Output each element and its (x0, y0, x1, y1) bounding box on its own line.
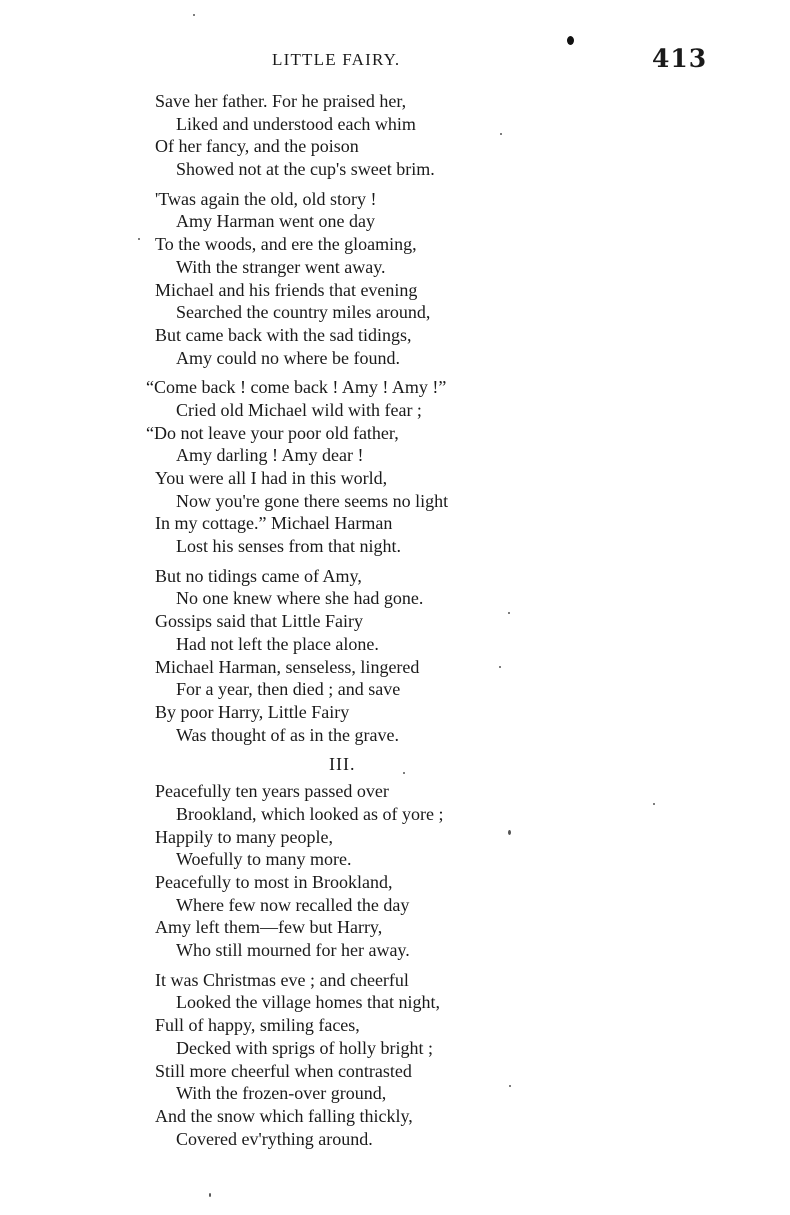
scan-speck (500, 133, 502, 135)
verse-line: Who still mourned for her away. (176, 940, 410, 961)
verse-line: With the stranger went away. (176, 256, 386, 277)
stanza-6 (155, 969, 715, 1151)
verse-line: “Do not leave your poor old father, (146, 422, 399, 443)
verse-line: Covered ev'rything around. (176, 1128, 373, 1149)
scan-speck (508, 830, 511, 835)
verse-line: With the frozen-over ground, (176, 1083, 387, 1104)
verse-line: Looked the village homes that night, (176, 992, 440, 1013)
verse-line: Michael Harman, senseless, lingered (155, 656, 420, 677)
verse-line: Woefully to many more. (176, 849, 352, 870)
scan-speck (403, 772, 405, 774)
verse-line: Was thought of as in the grave. (176, 724, 399, 745)
stanza-4 (155, 565, 715, 747)
verse-line: Full of happy, smiling faces, (155, 1015, 360, 1036)
scan-speck (193, 14, 195, 16)
verse-line: “Come back ! come back ! Amy ! Amy !” (146, 377, 447, 398)
verse-line: It was Christmas eve ; and cheerful (155, 969, 409, 990)
verse-line: For a year, then died ; and save (176, 679, 401, 700)
verse-line: Save her father. For he praised her, (155, 91, 407, 111)
verse-line: In my cottage.” Michael Harman (155, 513, 393, 534)
verse-line: To the woods, and ere the gloaming, (155, 234, 417, 255)
verse-line: But came back with the sad tidings, (155, 324, 412, 345)
running-title: LITTLE FAIRY. (272, 50, 401, 69)
verse-line: Lost his senses from that night. (176, 536, 401, 557)
verse-line: Of her fancy, and the poison (155, 136, 359, 157)
verse-line: Had not left the place alone. (176, 633, 379, 654)
verse-line: Cried old Michael wild with fear ; (176, 399, 422, 420)
scan-speck (509, 1085, 511, 1087)
ink-blot (567, 36, 574, 45)
running-head (0, 44, 790, 80)
verse-line: Where few now recalled the day (176, 894, 410, 915)
scan-speck (508, 612, 510, 614)
verse-line: Peacefully to most in Brookland, (155, 872, 393, 892)
verse-line: Michael and his friends that evening (155, 279, 418, 300)
verse-line: Peacefully ten years passed over (155, 781, 389, 802)
scan-speck (209, 1193, 211, 1197)
verse-line: No one knew where she had gone. (176, 588, 424, 609)
stanza-2 (155, 188, 715, 370)
scan-speck (138, 238, 140, 240)
verse-line: 'Twas again the old, old story ! (155, 188, 377, 209)
verse-line: But no tidings came of Amy, (155, 565, 362, 586)
verse-line: Amy left them—few but Harry, (155, 917, 383, 938)
verse-line: Gossips said that Little Fairy (155, 611, 363, 632)
verse-line: Happily to many people, (155, 826, 333, 847)
verse-line: Amy Harman went one day (176, 211, 375, 232)
section-heading: III. (329, 754, 356, 775)
verse-line: Showed not at the cup's sweet brim. (176, 159, 435, 180)
verse-line: You were all I had in this world, (155, 468, 388, 488)
stanza-5 (155, 780, 715, 962)
stanza-3 (146, 376, 715, 558)
verse-line: Decked with sprigs of holly bright ; (176, 1037, 433, 1058)
verse-line: And the snow which falling thickly, (155, 1105, 413, 1126)
verse-line: Now you're gone there seems no light (176, 490, 449, 511)
scan-speck (499, 666, 501, 668)
stanza-1 (155, 90, 715, 181)
verse-line: Amy could no where be found. (176, 347, 400, 368)
verse-line: By poor Harry, Little Fairy (155, 701, 350, 722)
verse-line: Amy darling ! Amy dear ! (176, 445, 364, 466)
verse-line: Still more cheerful when contrasted (155, 1060, 412, 1081)
verse-line: Brookland, which looked as of yore ; (176, 803, 444, 824)
poem-body (146, 90, 715, 1157)
page-number: 413 (652, 44, 708, 73)
verse-line: Searched the country miles around, (176, 302, 431, 323)
scan-speck (653, 803, 655, 805)
verse-line: Liked and understood each whim (176, 113, 416, 134)
